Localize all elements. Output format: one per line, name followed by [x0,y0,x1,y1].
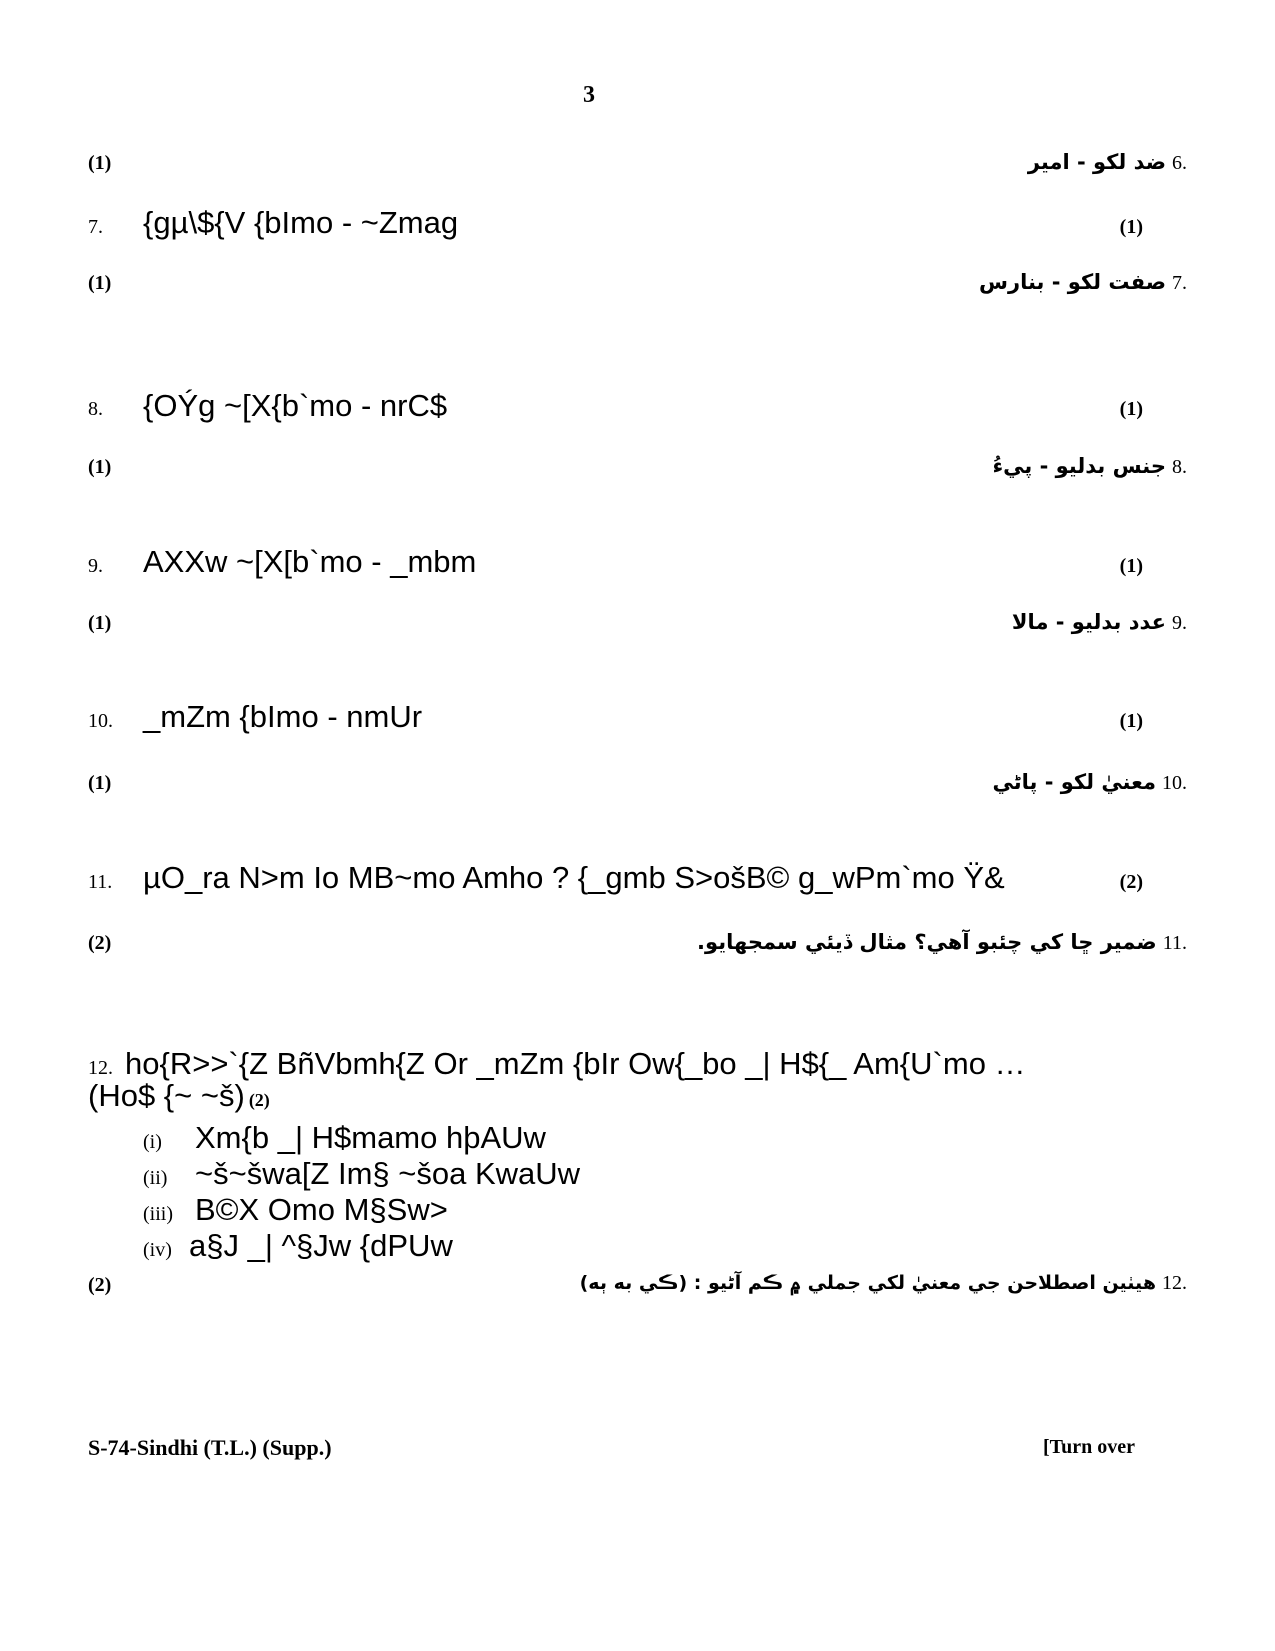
q11-sindhi-marks: (2) [88,932,112,954]
q12-item-1 [143,1120,580,1156]
q8-sindhi-row [992,454,1187,479]
q7-text: {gµ\${V {bImo - ~Zmag [143,205,459,240]
q9-sindhi-marks: (1) [88,612,112,634]
q7-sindhi-row [979,270,1187,295]
q11-sindhi-text: ضمير ڇا کي چئبو آهي؟ مثال ڏيئي سمجھايو. [697,930,1157,954]
q12-item-2-text: ~š~šwa[Z Im§ ~šoa KwaUw [195,1156,581,1191]
q11-number: 11. [88,871,113,893]
q7-marks: (1) [1119,216,1143,238]
q7-sindhi-marks: (1) [88,272,112,294]
q8-text: {OÝg ~[X{b`mo - nrC$ [143,388,448,423]
q12-item-2 [143,1156,580,1192]
q9-sindhi-text: عدد بدليو - مالا [1011,610,1166,634]
q7-sindhi-text: صفت لکو - بنارس [979,270,1166,294]
q8-number: 8. [88,398,103,420]
q10-sindhi-text: معنيٰ لکو - پاڻي [992,770,1156,794]
q7-number: 7. [88,216,103,238]
q12-item-4-text: a§J _| ^§Jw {dPUw [189,1228,453,1263]
footer-turn-over: [Turn over [1042,1436,1135,1458]
q9-marks: (1) [1119,555,1143,577]
q12-item-4-label: (iv) [143,1239,172,1261]
q9-sindhi-number: 9. [1172,612,1187,634]
q12-item-1-text: Xm{b _| H$mamo hþAUw [195,1120,546,1155]
q11-sindhi-number: 11. [1162,932,1187,954]
q12-item-3-text: B©X Omo M§Sw> [195,1192,448,1227]
q12-item-2-label: (ii) [143,1167,168,1189]
q9-text: AXXw ~[X[b`mo - _mbm [143,544,477,579]
q8-marks: (1) [1119,398,1143,420]
q9-number: 9. [88,555,103,577]
q12-marks: (2) [248,1090,270,1110]
q10-sindhi-marks: (1) [88,772,112,794]
q12-item-3-label: (iii) [143,1203,173,1225]
q10-sindhi-number: 10. [1162,772,1187,794]
q12-text: ho{R>>`{Z BñVbmh{Z Or _mZm {bIr Ow{_bo _| H${_ Am{U`mo … [125,1046,1026,1081]
q6-sindhi-number: 6. [1172,152,1187,174]
q8-sindhi-marks: (1) [88,456,112,478]
q12-number: 12. [88,1057,113,1079]
q12-sindhi-row [580,1272,1187,1295]
footer-paper-code: S-74-Sindhi (T.L.) (Supp.) [88,1435,332,1460]
q12-block [88,1046,1138,1114]
q11-text: µO_ra N>m Io MB~mo Amho ? {_gmb S>ošB© g_wPm`mo Ÿ& [143,860,1005,895]
q10-number: 10. [88,710,113,732]
q7-sindhi-number: 7. [1172,272,1187,294]
q12-item-3 [143,1192,580,1228]
q12-sindhi-marks: (2) [88,1274,112,1296]
q6-sindhi-marks: (1) [88,152,112,174]
q11-marks: (2) [1119,871,1143,893]
q8-sindhi-number: 8. [1172,456,1187,478]
q12-sindhi-text: هيٺين اصطلاحن جي معنيٰ لکي جملي ۾ ڪم آڻيو : (ڪي به ٻه) [579,1272,1156,1294]
q12-item-1-label: (i) [143,1131,162,1153]
q8-sindhi-text: جنس بدليو - پيءُ [992,454,1166,478]
q12-items [143,1120,580,1264]
q10-marks: (1) [1119,710,1143,732]
q10-text: _mZm {bImo - nmUr [143,699,423,734]
q12-item-4 [143,1228,580,1264]
q10-sindhi-row [993,770,1188,795]
q9-sindhi-row [1012,610,1187,635]
page-number: 3 [583,82,595,108]
q12-sindhi-number: 12. [1162,1272,1187,1294]
q11-sindhi-row [697,930,1187,955]
q6-sindhi-text: ضد لکو - امير [1027,150,1166,174]
q6-sindhi-row [1028,150,1187,175]
q12-text-line2: (Ho$ {~ ~š) [88,1078,245,1113]
